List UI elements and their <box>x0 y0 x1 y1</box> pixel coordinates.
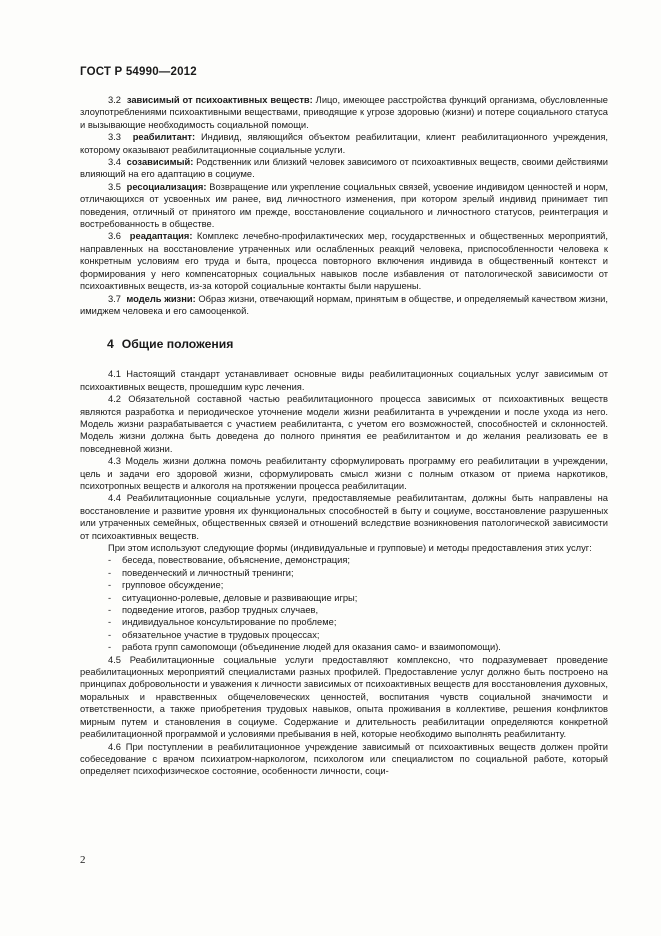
definition-3-2: 3.2 зависимый от психоактивных веществ: Лицо, имеющее расстройства функций организма, обусловленные злоупотреблениями психоактивными веществами, приводящие к угрозе здоровью (жизни) и потере социального статуса и вызывающие необходимость социальной помощи. <box>80 95 608 130</box>
clause-4-5: 4.5 Реабилитационные социальные услуги предоставляют комплексно, что подразумевает проведение реабилитационных мероприятий специалистами разных профилей. Предоставление услуг должно быть построено на принципах добровольности и уважения к личности зависимых от психоактивных веществ для восстановления духовных, моральных и нравственных общечеловеческих ценностей, воспитания чувств социальной значимости и ответственности, а также приобретения трудовых навыков, опыта проживания в коллективе, решения конфликтов мирным путем и становления в социуме. Содержание и длительность реабилитации определяются конкретной реабилитационной программой и условиями пребывания в ней, которые необходимо выполнять реабилитанту. <box>80 654 608 740</box>
section-number: 4 <box>107 337 114 352</box>
list-item: - обязательное участие в трудовых процессах; <box>108 629 320 640</box>
clause-4-1: 4.1 Настоящий стандарт устанавливает основные виды реабилитационных социальных услуг зависимым от психоактивных веществ, прошедшим курс лечения. <box>80 369 608 392</box>
clause-4-3: 4.3 Модель жизни должна помочь реабилитанту сформулировать программу его реабилитации в учреждении, цель и задачи его здоровой жизни, сформулировать смысл жизни с полным отказом от приема наркотиков, психотропных веществ и алкоголя на протяжении процесса реабилитации. <box>80 456 608 491</box>
definition-term: модель жизни: <box>126 293 196 304</box>
page-header-standard-code: ГОСТ Р 54990—2012 <box>80 66 197 78</box>
clause-4-2: 4.2 Обязательной составной частью реабилитационного процесса зависимых от психоактивных веществ являются разработка и периодическое уточнение модели жизни реабилитанта в учреждении и после ухода из него. Модель жизни разрабатывается с участием реабилитанта, с учетом его возможностей, способностей и склонностей. Модель жизни должна быть доведена до полного принятия ее реабилитантом и до желания реализовать ее в повседневной жизни. <box>80 394 608 454</box>
definition-3-3: 3.3 реабилитант: Индивид, являющийся объектом реабилитации, клиент реабилитационного учреждения, которому оказывают реабилитационные социальные услуги. <box>80 132 608 155</box>
list-item: - групповое обсуждение; <box>108 580 224 591</box>
definition-term: зависимый от психоактивных веществ: <box>126 95 313 105</box>
section-heading <box>107 337 608 351</box>
methods-intro: При этом используют следующие формы (индивидуальные и групповые) и методы предоставления этих услуг: <box>108 543 592 553</box>
list-item: - работа групп самопомощи (объединение людей для оказания само- и взаимопомощи). <box>108 642 501 653</box>
section-title: Общие положения <box>121 337 234 352</box>
definition-3-6: 3.6 реадаптация: Комплекс лечебно-профилактических мер, государственных и общественных мероприятий, направленных на восстановление утраченных или ослабленных реакций человека, приспособленности человека к конкретным условиям его труда и быта, процесса повторного включения индивида в общественный контекст и формирования у него компенсаторных социальных навыков после избавления от патологической зависимости от психоактивных веществ, из-за которой социальные контакты были нарушены. <box>80 231 608 292</box>
definition-term: созависимый: <box>126 157 194 168</box>
methods-list <box>80 554 608 653</box>
list-item: - индивидуальное консультирование по проблеме; <box>108 617 337 628</box>
list-item: - беседа, повествование, объяснение, демонстрация; <box>108 555 351 566</box>
list-item: - ситуационно-ролевые, деловые и развивающие игры; <box>108 592 358 603</box>
definition-term: ресоциализация: <box>126 181 207 192</box>
definition-3-5: 3.5 ресоциализация: Возвращение или укрепление социальных связей, усвоение индивидом ценностей и норм, отличающихся от усвоенных им ранее, вид личностного изменения, при котором зрелый индивид принимает тип поведения, отличный от принятого им прежде, восстановление социального и личностного статусов, реинтеграция и востребованность в обществе. <box>80 181 608 230</box>
definition-term: реабилитант: <box>132 132 196 143</box>
page-number: 2 <box>80 854 86 866</box>
document-body <box>80 94 608 778</box>
clause-4-4: 4.4 Реабилитационные социальные услуги, предоставляемые реабилитантам, должны быть направлены на восстановление и развитие уровня их функциональных способностей в быту и социуме, восстановление разрушенных или утраченных семейных, общественных связей и отношений вследствие возникновения патологической зависимости от психоактивных веществ. <box>80 493 608 541</box>
definition-3-4: 3.4 созависимый: Родственник или близкий человек зависимого от психоактивных веществ, своими действиями влияющий на его адаптацию в социуме. <box>80 157 608 180</box>
definition-term: реадаптация: <box>129 231 193 242</box>
definition-3-7: 3.7 модель жизни: Образ жизни, отвечающий нормам, принятым в обществе, и определяемый качеством жизни, имиджем человека и его самооценкой. <box>80 293 608 316</box>
list-item: - подведение итогов, разбор трудных случаев, <box>108 605 319 616</box>
clause-4-6: 4.6 При поступлении в реабилитационное учреждение зависимый от психоактивных веществ должен пройти собеседование с врачом психиатром-наркологом, психологом или специалистом по социальной работе, который определяет психофизическое состояние, особенности личности, соци- <box>80 741 608 777</box>
list-item: - поведенческий и личностный тренинги; <box>108 567 294 578</box>
